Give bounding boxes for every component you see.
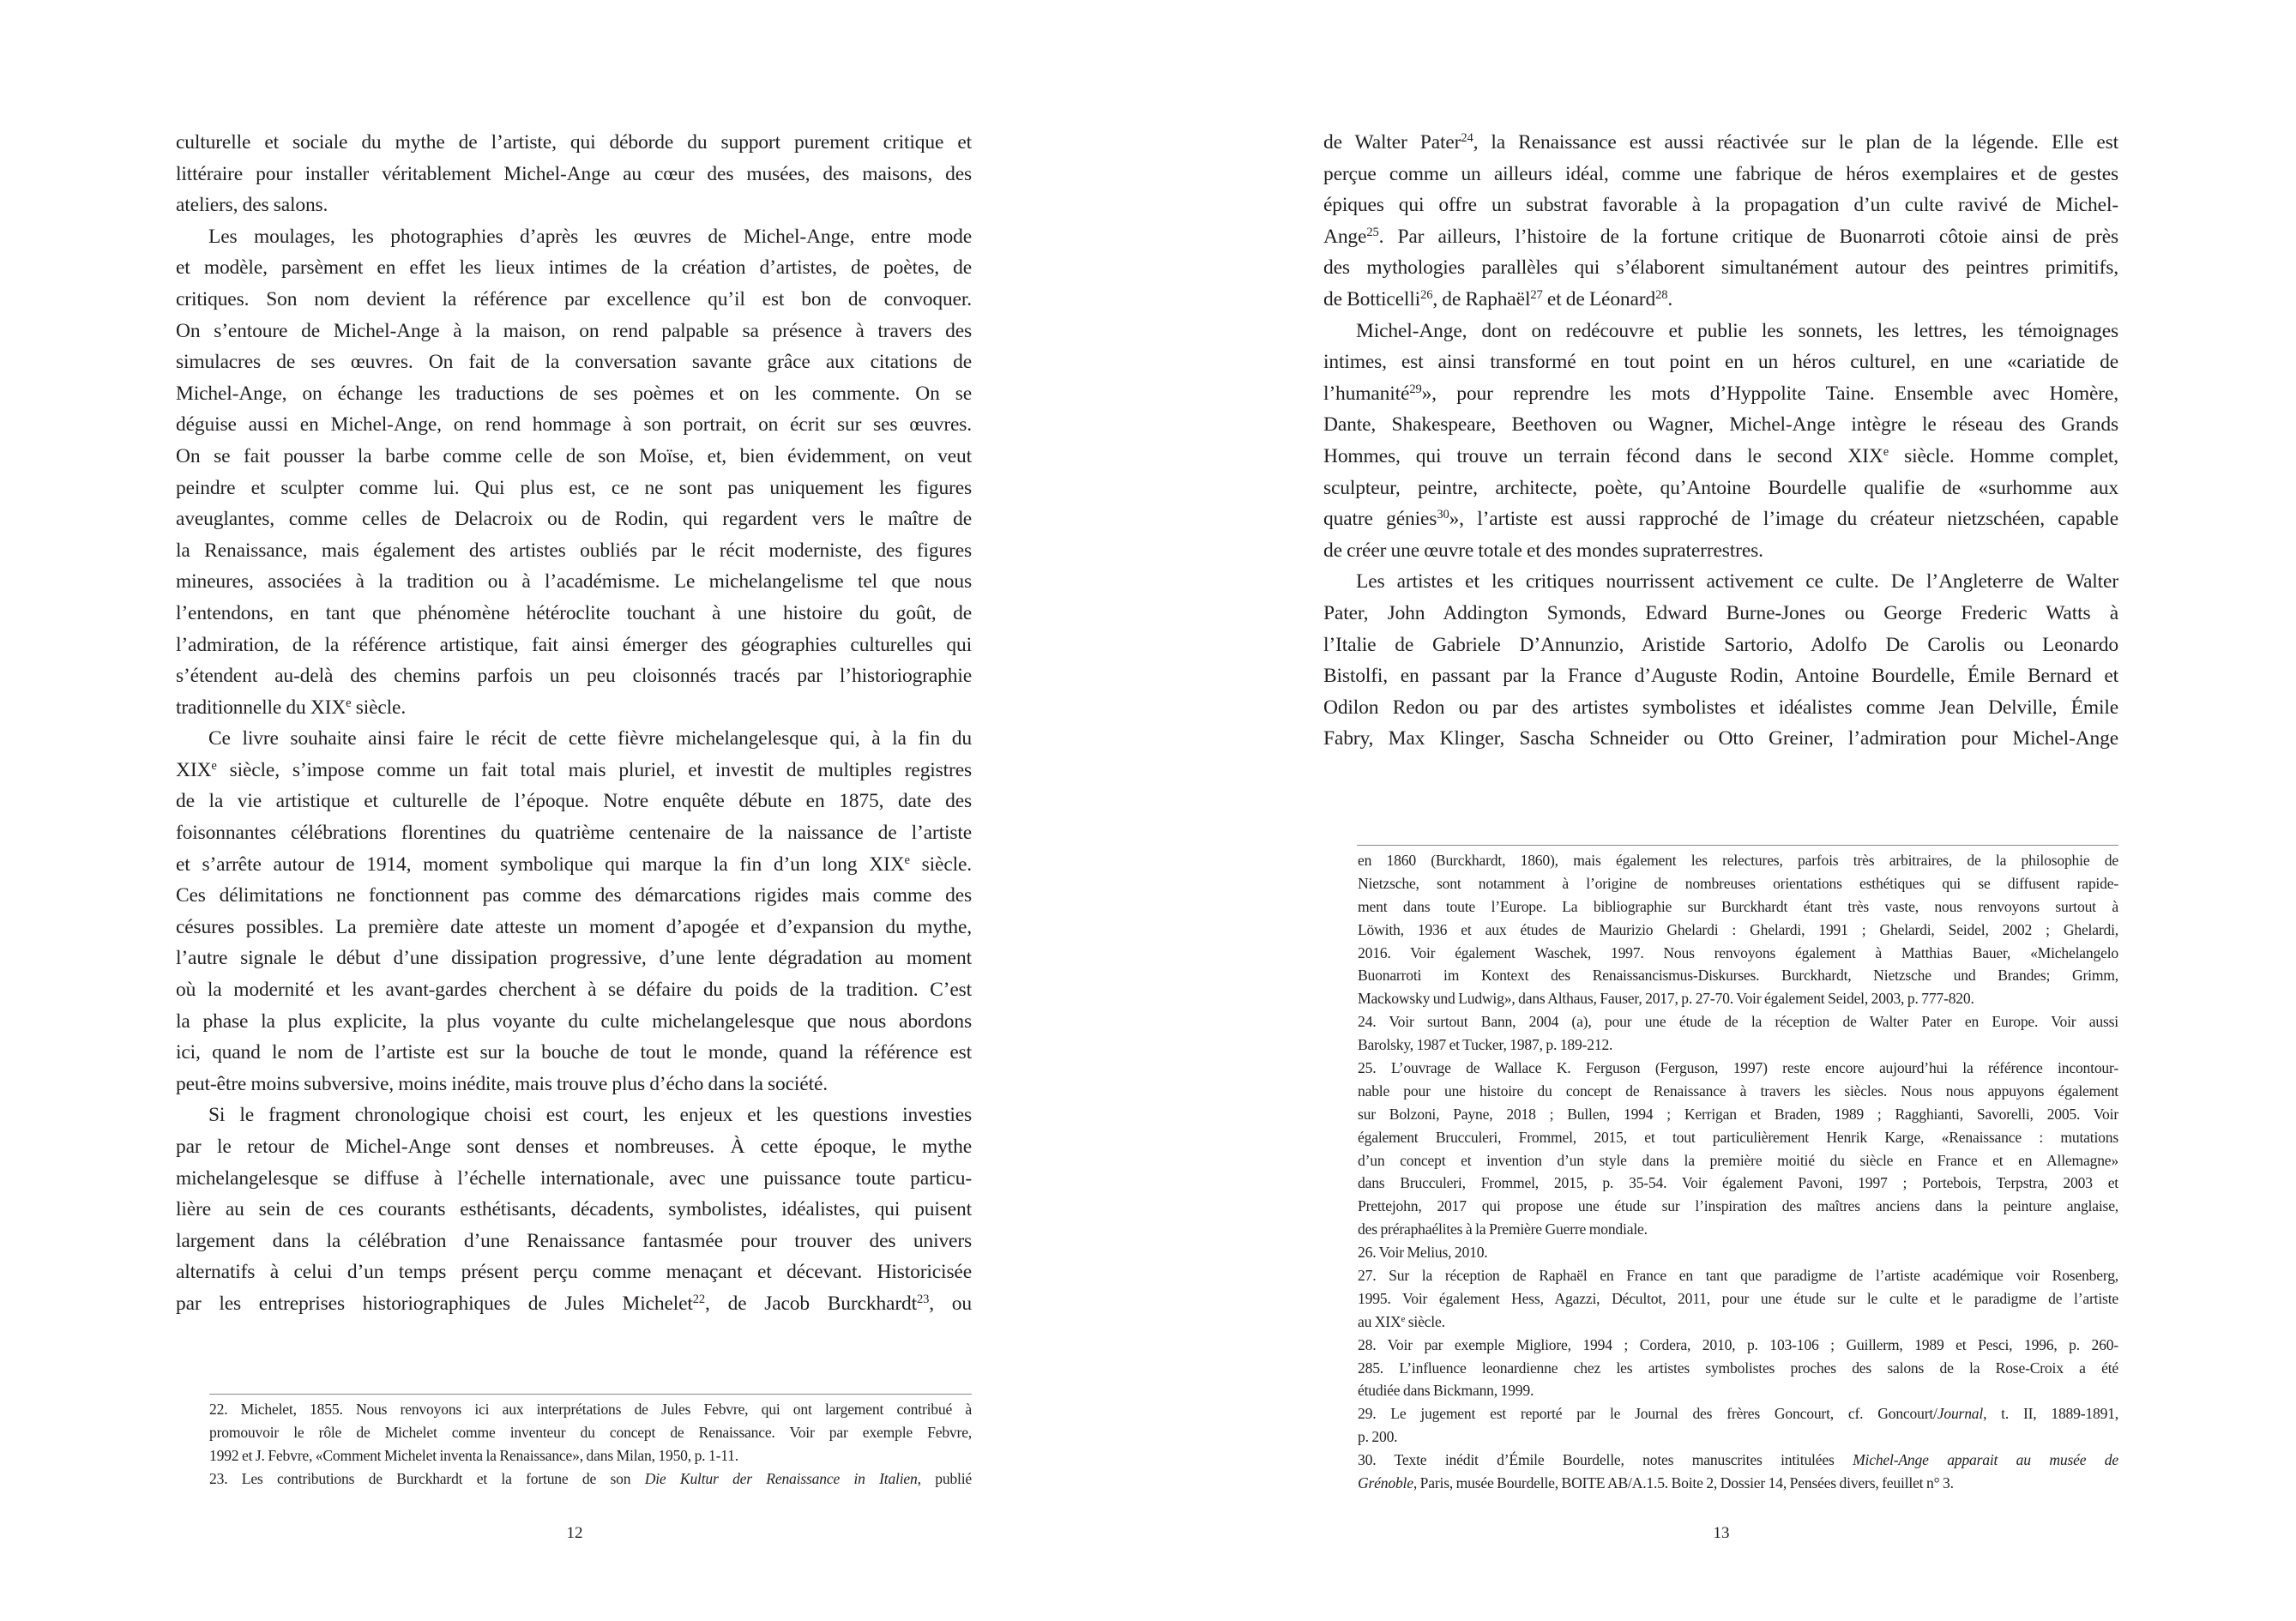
footnote-separator	[1357, 845, 2118, 846]
footnote-line	[209, 1398, 972, 1421]
text-run: 24. Voir surtout Bann, 2004 (a), pour une étude de la réception de Walter Pater en Europe. Voir aussi	[1358, 1013, 2118, 1031]
text-line	[176, 1069, 972, 1100]
text-run: et s’arrête autour de 1914, moment symbolique qui marque la fin d’un long XIX	[176, 853, 905, 876]
text-line	[176, 159, 972, 190]
footnote-line	[1358, 1241, 2118, 1264]
text-line	[176, 566, 972, 598]
footnote-line	[1358, 942, 2118, 965]
footnote-line	[1358, 1379, 2118, 1402]
text-run: mineures, associées à la tradition ou à l’académisme. Le michelangelisme tel que nous	[176, 570, 972, 594]
text-run: des mythologies parallèles qui s’élaborent simultanément autour des peintres primitifs,	[1323, 256, 2118, 280]
text-run: Si le fragment chronologique choisi est court, les enjeux et les questions investies	[208, 1104, 972, 1127]
text-run: », l’artiste est aussi rapproché de l’image du créateur nietzschéen, capable	[1449, 508, 2118, 531]
text-line	[176, 1006, 972, 1038]
text-run: par le retour de Michel-Ange sont denses et nombreuses. À cette époque, le mythe	[176, 1136, 972, 1158]
text-run: , ou	[929, 1292, 972, 1315]
body-text	[1323, 127, 2118, 755]
text-line	[1323, 159, 2118, 190]
page-number: 13	[1713, 1524, 1730, 1542]
text-line	[176, 692, 972, 724]
footnote-line	[1358, 1357, 2118, 1380]
text-run: Pater, John Addington Symonds, Edward Burne-Jones ou George Frederic Watts à	[1323, 601, 2118, 624]
footnote-separator	[209, 1394, 972, 1395]
italic-title: Journal	[1937, 1405, 1984, 1423]
text-line	[1323, 346, 2118, 378]
page-number: 12	[566, 1524, 583, 1542]
text-run: largement dans la célébration d’une Renaissance fantasmée pour trouver des univers	[176, 1229, 972, 1252]
text-run: et de Léonard	[1542, 287, 1656, 310]
text-line	[176, 252, 972, 284]
text-run: siècle, s’impose comme un fait total mais pluriel, et investit de multiples registres	[216, 758, 972, 781]
footnote-line	[209, 1467, 972, 1491]
footnote-line	[1358, 1334, 2118, 1357]
footnote-ref: e	[904, 853, 910, 867]
footnote-line	[1358, 1033, 2118, 1057]
text-run: , de Raphaël	[1432, 287, 1531, 310]
text-run: Nietzsche, sont notamment à l’origine de nombreuses orientations esthétiques qui se diffusent rapide-	[1358, 874, 2118, 892]
text-line	[176, 598, 972, 630]
text-line	[176, 1288, 972, 1320]
footnote-line	[1358, 987, 2118, 1010]
text-run: Ange	[1323, 225, 1367, 248]
footnote-line	[1358, 919, 2118, 942]
text-line	[1323, 252, 2118, 284]
text-line	[1323, 378, 2118, 410]
text-run: XIX	[176, 758, 212, 781]
text-line	[1323, 692, 2118, 724]
text-run: simulacres de ses œuvres. On fait de la conversation savante grâce aux citations de	[176, 351, 972, 374]
text-line	[176, 1256, 972, 1288]
text-line	[1323, 441, 2118, 473]
text-line	[176, 473, 972, 504]
right-page	[1148, 0, 2296, 1621]
text-run: au XIX	[1358, 1312, 1401, 1330]
footnote-line	[1358, 849, 2118, 872]
text-run: Michel-Ange, on échange les traductions de ses poèmes et on les commente. On se	[176, 382, 972, 405]
footnote-line	[1358, 964, 2118, 987]
footnote-line	[1358, 1149, 2118, 1172]
text-line	[176, 660, 972, 692]
text-line	[176, 441, 972, 473]
text-run: peindre et sculpter comme lui. Qui plus est, ce ne sont pas uniquement les figures	[176, 476, 972, 499]
text-line	[176, 535, 972, 567]
text-run: césures possibles. La première date atteste un moment d’apogée et d’expansion du mythe,	[176, 915, 972, 938]
text-run: quatre génies	[1323, 508, 1437, 531]
footnote-ref: 25	[1366, 225, 1379, 239]
footnote-line	[1358, 1218, 2118, 1241]
footnote-line	[1358, 1311, 2118, 1334]
text-run: littéraire pour installer véritablement Michel-Ange au cœur des musées, des maisons, des	[176, 162, 972, 185]
text-run: culturelle et sociale du mythe de l’artiste, qui déborde du support purement critique et	[176, 131, 972, 154]
footnote-line	[1358, 872, 2118, 895]
text-run: peut-être moins subversive, moins inédite, mais trouve plus d’écho dans la société.	[176, 1072, 828, 1095]
text-run: siècle.	[909, 853, 972, 876]
text-run: sur Bolzoni, Payne, 2018 ; Bullen, 1994 ; Kerrigan et Braden, 1989 ; Ragghianti, Savorelli, 2005. Voir	[1358, 1105, 2118, 1123]
text-run: 30. Texte inédit d’Émile Bourdelle, notes manuscrites intitulées	[1358, 1451, 1853, 1469]
text-run: 25. L’ouvrage de Wallace K. Ferguson (Ferguson, 1997) reste encore aujourd’hui la référence incontour-	[1358, 1059, 2118, 1077]
footnote-line	[209, 1421, 972, 1444]
text-run: alternatifs à celui d’un temps présent perçu comme menaçant et décevant. Historicisée	[176, 1261, 972, 1284]
text-run: , publié	[917, 1469, 973, 1487]
text-run: siècle.	[351, 696, 407, 719]
text-line	[176, 943, 972, 974]
text-run: intimes, est ainsi transformé en tout point en un héros culturel, en une «cariatide de	[1323, 351, 2118, 374]
footnote-ref: 28	[1655, 287, 1668, 302]
text-run: 23. Les contributions de Burckhardt et la fortune de son	[209, 1469, 645, 1487]
text-run: la Renaissance, mais également des artistes oubliés par le récit moderniste, des figures	[176, 539, 972, 562]
text-run: lière au sein de ces courants esthétisants, décadents, symbolistes, idéalistes, qui puisent	[176, 1198, 972, 1221]
footnote-line	[1358, 1172, 2118, 1195]
text-run: Odilon Redon ou par des artistes symbolistes et idéalistes comme Jean Delville, Émile	[1323, 696, 2118, 719]
footnote-line	[1358, 1287, 2118, 1311]
text-run: Fabry, Max Klinger, Sascha Schneider ou Otto Greiner, l’admiration pour Michel-Ange	[1323, 727, 2118, 750]
footnote-line	[1358, 1080, 2118, 1103]
text-line	[1323, 630, 2118, 661]
text-run: de Botticelli	[1323, 287, 1421, 310]
text-line	[176, 190, 972, 221]
text-line	[176, 1163, 972, 1195]
footnote-line	[209, 1444, 972, 1467]
text-run: 22. Michelet, 1855. Nous renvoyons ici aux interprétations de Jules Febvre, qui ont largement contribué à	[209, 1401, 972, 1418]
text-run: michelangelesque se diffuse à l’échelle internationale, avec une puissance toute particu-	[176, 1166, 972, 1190]
text-run: dans Brucculeri, Frommel, 2015, p. 35-54. Voir également Pavoni, 1997 ; Portebois, Terpstra, 2003 et	[1358, 1174, 2118, 1192]
text-run: promouvoir le rôle de Michelet comme inventeur du concept de Renaissance. Voir par exemple Febvre,	[209, 1423, 972, 1441]
text-run: déguise aussi en Michel-Ange, on rend hommage à son portrait, on écrit sur ses œuvres.	[176, 413, 972, 437]
text-run: critiques. Son nom devient la référence par excellence qu’il est bon de convoquer.	[176, 287, 972, 310]
text-line	[1323, 221, 2118, 253]
text-run: étudiée dans Bickmann, 1999.	[1358, 1382, 1534, 1400]
footnote-ref: 24	[1461, 131, 1473, 145]
text-run: On se fait pousser la barbe comme celle de son Moïse, et, bien évidemment, on veut	[176, 444, 972, 467]
text-run: en 1860 (Burckhardt, 1860), mais également les relectures, parfois très arbitraires, de la philosophie de	[1358, 852, 2118, 869]
text-line	[176, 378, 972, 410]
text-run: s’étendent au-delà des chemins parfois un peu cloisonnés tracés par l’historiographie	[176, 665, 972, 688]
text-run: ment dans toute l’Europe. La bibliographie sur Burckhardt étant très vaste, nous renvoyons surtout à	[1358, 897, 2118, 915]
text-run: aveuglantes, comme celles de Delacroix ou de Rodin, qui regardent vers le maître de	[176, 508, 972, 531]
text-line	[176, 723, 972, 755]
text-run: l’humanité	[1323, 382, 1410, 405]
text-run: », pour reprendre les mots d’Hyppolite Taine. Ensemble avec Homère,	[1421, 382, 2118, 405]
text-line	[1323, 284, 2118, 316]
text-run: 1995. Voir également Hess, Agazzi, Décultot, 2011, pour une étude sur le culte et le paradigme de l’artiste	[1358, 1289, 2118, 1307]
text-line	[176, 1037, 972, 1069]
text-run: l’admiration, de la référence artistique, fait ainsi émerger des géographies culturelles qui	[176, 633, 972, 656]
text-run: l’entendons, en tant que phénomène hétéroclite touchant à une histoire du goût, de	[176, 601, 972, 624]
footnote-ref: e	[1883, 444, 1889, 459]
text-line	[1323, 535, 2118, 567]
text-run: Löwith, 1936 et aux études de Maurizio Ghelardi : Ghelardi, 1991 ; Ghelardi, Seidel, 2002 ; Ghelardi,	[1358, 920, 2118, 938]
text-run: également Brucculeri, Frommel, 2015, et tout particulièrement Henrik Karge, «Renaissance : mutations	[1358, 1128, 2118, 1146]
text-run: Les artistes et les critiques nourrissent activement ce culte. De l’Angleterre de Walter	[1356, 570, 2118, 594]
text-line	[1323, 598, 2118, 630]
footnote-ref: 29	[1409, 382, 1422, 396]
text-run: 29. Le jugement est reporté par le Journal des frères Goncourt, cf. Goncourt/	[1358, 1405, 1937, 1423]
text-run: ici, quand le nom de l’artiste est sur la bouche de tout le monde, quand la référence est	[176, 1041, 972, 1064]
text-run: par les entreprises historiographiques de Jules Michelet	[176, 1292, 693, 1315]
footnote-ref: e	[211, 758, 217, 773]
text-run: l’Italie de Gabriele D’Annunzio, Aristide Sartorio, Adolfo De Carolis ou Leonardo	[1323, 633, 2118, 656]
text-run: 285. L’influence leonardienne chez les artistes symbolistes proches des salons de la Rose-Croix a été	[1358, 1359, 2118, 1377]
text-line	[176, 409, 972, 441]
footnote-line	[1358, 1126, 2118, 1149]
text-line	[176, 880, 972, 912]
text-run: Hommes, qui trouve un terrain fécond dans le second XIX	[1323, 444, 1883, 467]
text-run: de la vie artistique et culturelle de l’époque. Notre enquête débute en 1875, date des	[176, 790, 972, 813]
text-line	[1323, 723, 2118, 755]
text-run: On s’entoure de Michel-Ange à la maison, on rend palpable sa présence à travers des	[176, 319, 972, 342]
text-line	[1323, 660, 2118, 692]
text-run: nable pour une histoire du concept de Renaissance à travers les siècles. Nous nous appuyons également	[1358, 1082, 2118, 1100]
text-run: de Walter Pater	[1323, 131, 1461, 154]
body-text	[176, 127, 972, 1320]
footnote-ref: 23	[917, 1292, 930, 1306]
text-line	[176, 316, 972, 347]
text-run: Prettejohn, 2017 qui propose une étude sur l’inspiration des maîtres anciens dans la peinture anglaise,	[1358, 1197, 2118, 1215]
text-run: .	[1667, 287, 1673, 310]
text-run: siècle. Homme complet,	[1889, 444, 2118, 467]
text-run: traditionnelle du XIX	[176, 696, 347, 719]
text-run: foisonnantes célébrations florentines du quatrième centenaire de la naissance de l’artiste	[176, 822, 972, 845]
text-line	[176, 912, 972, 943]
footnote-ref: 30	[1437, 508, 1449, 522]
text-line	[1323, 127, 2118, 159]
italic-title: Michel-Ange apparait au musée de	[1853, 1451, 2118, 1469]
text-run: de créer une œuvre totale et des mondes supraterrestres.	[1323, 539, 1763, 562]
text-line	[176, 1194, 972, 1226]
text-run: des préraphaélites à la Première Guerre mondiale.	[1358, 1220, 1648, 1238]
text-run: 1992 et J. Febvre, «Comment Michelet inventa la Renaissance», dans Milan, 1950, p. 1-11.	[209, 1446, 738, 1464]
footnote-line	[1358, 1057, 2118, 1080]
text-line	[176, 1226, 972, 1257]
text-line	[1323, 503, 2118, 535]
text-line	[1323, 316, 2118, 347]
text-line	[176, 849, 972, 881]
text-line	[1323, 473, 2118, 504]
footnote-line	[1358, 1103, 2118, 1126]
footnote-ref: 22	[692, 1292, 706, 1306]
footnote-line	[1358, 1449, 2118, 1472]
text-run: , t. II, 1889-1891,	[1983, 1405, 2118, 1423]
text-run: d’un concept et invention d’un style dans la première moitié du siècle en France et en Allemagne»	[1358, 1151, 2118, 1169]
text-line	[1323, 409, 2118, 441]
text-run: perçue comme un ailleurs idéal, comme une fabrique de héros exemplaires et de gestes	[1323, 162, 2118, 185]
text-run: , Paris, musée Bourdelle, BOITE AB/A.1.5. Boite 2, Dossier 14, Pensées divers, feuillet n° 3.	[1413, 1474, 1954, 1492]
footnote-line	[1358, 1402, 2118, 1425]
footnotes	[1358, 849, 2118, 1495]
footnote-line	[1358, 1472, 2118, 1495]
text-line	[1323, 566, 2118, 598]
text-line	[1323, 190, 2118, 221]
text-line	[176, 127, 972, 159]
footnote-line	[1358, 1264, 2118, 1287]
text-line	[176, 1131, 972, 1163]
italic-title: Die Kultur der Renaissance in Italien	[644, 1469, 918, 1487]
footnote-line	[1358, 1195, 2118, 1218]
footnote-ref: e	[1401, 1313, 1406, 1324]
text-line	[176, 503, 972, 535]
text-run: 26. Voir Melius, 2010.	[1358, 1244, 1488, 1262]
footnote-line	[1358, 1010, 2118, 1033]
text-run: Ce livre souhaite ainsi faire le récit de cette fièvre michelangelesque qui, à la fin du	[208, 727, 972, 750]
text-run: Bistolfi, en passant par la France d’Auguste Rodin, Antoine Bourdelle, Émile Bernard et	[1323, 665, 2118, 688]
footnote-ref: e	[346, 696, 352, 710]
text-run: Buonarroti im Kontext des Renaissancismus-Diskurses. Burckhardt, Nietzsche und Brandes; Grimm,	[1358, 967, 2118, 985]
text-run: Michel-Ange, dont on redécouvre et publie les sonnets, les lettres, les témoignages	[1356, 319, 2118, 342]
text-run: Mackowsky und Ludwig», dans Althaus, Fauser, 2017, p. 27-70. Voir également Seidel, 2003, p. 777-820.	[1358, 990, 1974, 1008]
footnote-line	[1358, 1425, 2118, 1449]
text-run: ateliers, des salons.	[176, 194, 328, 217]
text-run: sculpteur, peintre, architecte, poète, qu’Antoine Bourdelle qualifie de «surhomme aux	[1323, 476, 2118, 499]
footnote-ref: 26	[1420, 287, 1433, 302]
text-run: 27. Sur la réception de Raphaël en France en tant que paradigme de l’artiste académique voir Rosenberg,	[1358, 1267, 2118, 1285]
text-run: . Par ailleurs, l’histoire de la fortune critique de Buonarroti côtoie ainsi de près	[1378, 225, 2118, 248]
text-line	[176, 221, 972, 253]
footnotes	[209, 1398, 972, 1491]
text-line	[176, 1100, 972, 1131]
text-line	[176, 284, 972, 316]
text-run: 28. Voir par exemple Migliore, 1994 ; Cordera, 2010, p. 103-106 ; Guillerm, 1989 et Pesci, 1996, p. 260-	[1358, 1335, 2118, 1353]
text-run: Dante, Shakespeare, Beethoven ou Wagner, Michel-Ange intègre le réseau des Grands	[1323, 413, 2118, 437]
text-line	[176, 346, 972, 378]
text-run: siècle.	[1405, 1312, 1445, 1330]
text-run: p. 200.	[1358, 1428, 1398, 1446]
text-line	[176, 786, 972, 817]
footnote-ref: 27	[1530, 287, 1543, 302]
text-line	[176, 817, 972, 849]
text-run: , la Renaissance est aussi réactivée sur le plan de la légende. Elle est	[1473, 131, 2118, 154]
italic-title: Grénoble	[1358, 1474, 1413, 1492]
text-run: où la modernité et les avant-gardes cherchent à se défaire du poids de la tradition. C’est	[176, 979, 972, 1002]
text-run: la phase la plus explicite, la plus voyante du culte michelangelesque que nous abordons	[176, 1009, 972, 1033]
text-run: Ces délimitations ne fonctionnent pas comme des démarcations rigides mais comme des	[176, 884, 972, 907]
text-run: , de Jacob Burckhardt	[705, 1292, 917, 1315]
text-line	[176, 755, 972, 786]
footnote-line	[1358, 895, 2118, 919]
text-run: 2016. Voir également Waschek, 1997. Nous renvoyons également à Matthias Bauer, «Michelangelo	[1358, 943, 2118, 961]
text-line	[176, 974, 972, 1006]
text-run: Les moulages, les photographies d’après les œuvres de Michel-Ange, entre mode	[208, 225, 972, 248]
text-line	[176, 630, 972, 661]
text-run: Barolsky, 1987 et Tucker, 1987, p. 189-212.	[1358, 1036, 1613, 1054]
text-run: épiques qui offre un substrat favorable à la propagation d’un culte ravivé de Michel-	[1323, 194, 2118, 217]
text-run: et modèle, parsèment en effet les lieux intimes de la création d’artistes, de poètes, de	[176, 256, 972, 280]
text-run: l’autre signale le début d’une dissipation progressive, d’une lente dégradation au moment	[176, 947, 972, 970]
